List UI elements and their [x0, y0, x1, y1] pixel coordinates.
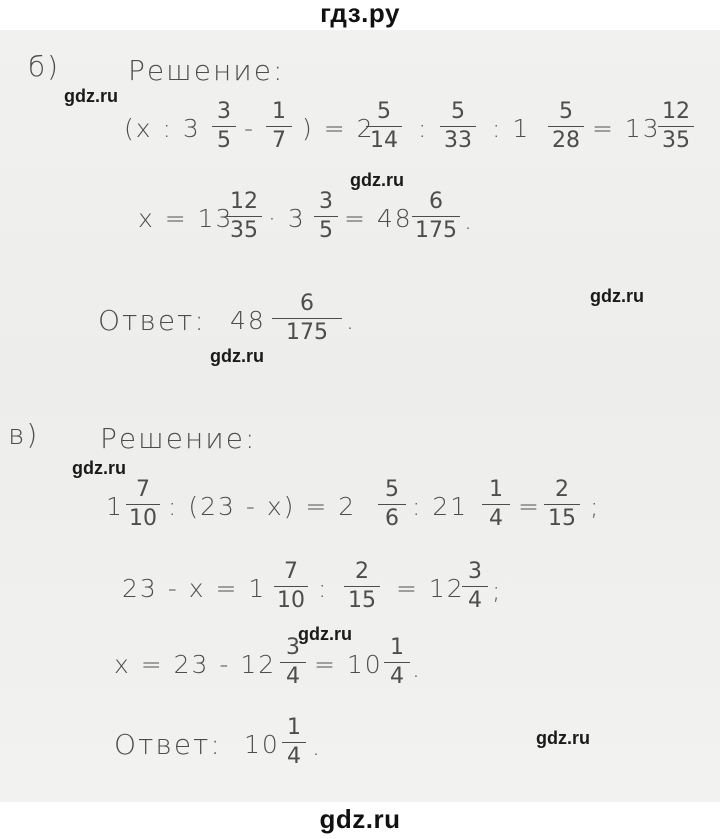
watermark: gdz.ru — [210, 346, 264, 366]
v-answer-whole: 10 — [244, 730, 280, 759]
numerator: 12 — [230, 189, 258, 214]
numerator: 5 — [559, 99, 573, 124]
homework-sheet — [0, 30, 720, 802]
site-footer[interactable]: gdz.ru — [319, 804, 401, 834]
fraction-bar — [378, 504, 406, 505]
b-eq2-res: = 48 — [344, 204, 413, 233]
numerator: 5 — [377, 99, 391, 124]
fraction-bar — [266, 126, 292, 127]
b-eq2-dot: . — [464, 206, 474, 235]
fraction-bar — [126, 504, 160, 505]
fraction-bar — [272, 318, 342, 319]
denominator: 4 — [286, 664, 300, 689]
v-eq2-frac-7-10 — [274, 560, 308, 613]
denominator: 5 — [319, 218, 333, 243]
watermark: gdz.ru — [350, 170, 404, 190]
numerator: 3 — [286, 635, 300, 660]
denominator: 35 — [230, 218, 258, 243]
numerator: 1 — [272, 99, 286, 124]
v-eq1-frac-5-6 — [378, 478, 406, 531]
v-eq2-lhs: 23 - x = 1 — [122, 574, 267, 603]
b-eq1-div2: : 1 — [492, 114, 531, 143]
fraction-bar — [344, 586, 380, 587]
denominator: 6 — [385, 506, 399, 531]
numerator: 1 — [287, 715, 301, 740]
numerator: 1 — [489, 477, 503, 502]
b-eq1-rhs: ) = 2 — [302, 114, 375, 143]
numerator: 2 — [555, 477, 569, 502]
part-b-heading: Решение: — [128, 54, 285, 87]
b-answer-label: Ответ: — [98, 304, 206, 337]
b-eq2-mul: · 3 — [268, 204, 306, 233]
b-answer-whole: 48 — [230, 306, 266, 335]
b-eq2-frac-6-175 — [412, 190, 460, 243]
fraction-bar — [462, 586, 488, 587]
watermark: gdz.ru — [298, 624, 352, 644]
fraction-bar — [274, 586, 308, 587]
fraction-bar — [226, 216, 262, 217]
v-eq2-div: : — [318, 574, 329, 603]
v-eq3-frac-1-4 — [384, 636, 410, 689]
v-eq2-frac-2-15 — [344, 560, 380, 613]
numerator: 3 — [319, 189, 333, 214]
v-answer-frac-1-4 — [282, 716, 306, 769]
fraction-bar — [412, 216, 460, 217]
denominator: 10 — [277, 588, 305, 613]
part-v-label: в) — [8, 418, 40, 451]
fraction-bar — [440, 126, 476, 127]
fraction-bar — [482, 504, 510, 505]
b-eq1-frac-5-14 — [366, 100, 402, 153]
denominator: 4 — [468, 588, 482, 613]
b-eq1-lhs: (x : 3 — [124, 114, 201, 143]
denominator: 14 — [370, 128, 398, 153]
fraction-bar — [314, 216, 338, 217]
denominator: 7 — [272, 128, 286, 153]
denominator: 15 — [348, 588, 376, 613]
fraction-bar — [282, 742, 306, 743]
watermark: gdz.ru — [64, 86, 118, 106]
denominator: 4 — [390, 664, 404, 689]
v-eq3-lhs: x = 23 - 12 — [114, 650, 277, 679]
v-answer-dot: . — [312, 732, 322, 761]
v-eq1-eq: = — [518, 492, 541, 521]
watermark: gdz.ru — [72, 458, 126, 478]
fraction-bar — [212, 126, 236, 127]
denominator: 33 — [444, 128, 472, 153]
site-header[interactable]: гдз.ру — [320, 0, 400, 28]
denominator: 4 — [489, 506, 503, 531]
b-eq1-div1: : — [418, 114, 429, 143]
watermark: gdz.ru — [536, 728, 590, 748]
v-eq1-frac-2-15 — [544, 478, 580, 531]
b-eq1-frac-12-35 — [658, 100, 694, 153]
watermark: gdz.ru — [590, 286, 644, 306]
b-eq1-frac-5-28 — [548, 100, 584, 153]
denominator: 5 — [217, 128, 231, 153]
b-answer-frac-6-175 — [272, 292, 342, 345]
fraction-bar — [366, 126, 402, 127]
v-eq1-mid: : (23 - x) = 2 — [168, 492, 357, 521]
numerator: 6 — [429, 189, 443, 214]
fraction-bar — [280, 662, 306, 663]
denominator: 35 — [662, 128, 690, 153]
numerator: 6 — [300, 291, 314, 316]
fraction-bar — [548, 126, 584, 127]
denominator: 28 — [552, 128, 580, 153]
v-eq1-semi: ; — [590, 492, 601, 521]
b-eq2-frac-12-35 — [226, 190, 262, 243]
b-answer-dot: . — [346, 306, 356, 335]
denominator: 4 — [287, 744, 301, 769]
v-eq3-dot: . — [412, 654, 422, 683]
denominator: 175 — [286, 320, 328, 345]
denominator: 10 — [129, 506, 157, 531]
numerator: 12 — [662, 99, 690, 124]
part-v-heading: Решение: — [100, 422, 257, 455]
numerator: 7 — [284, 559, 298, 584]
numerator: 5 — [451, 99, 465, 124]
v-eq2-frac-3-4 — [462, 560, 488, 613]
v-eq1-div: : 21 — [412, 492, 469, 521]
v-eq2-res: = 12 — [396, 574, 465, 603]
b-eq1-eq13: = 13 — [592, 114, 661, 143]
v-answer-label: Ответ: — [114, 728, 222, 761]
part-b-label: б) — [28, 50, 61, 83]
b-eq1-minus: - — [244, 114, 256, 143]
fraction-bar — [384, 662, 410, 663]
b-eq2-lhs: x = 13 — [138, 204, 234, 233]
numerator: 5 — [385, 477, 399, 502]
b-eq1-frac-5-33 — [440, 100, 476, 153]
numerator: 1 — [390, 635, 404, 660]
numerator: 3 — [217, 99, 231, 124]
fraction-bar — [544, 504, 580, 505]
numerator: 2 — [355, 559, 369, 584]
fraction-bar — [658, 126, 694, 127]
v-eq1-frac-7-10 — [126, 478, 160, 531]
v-eq3-res: = 10 — [314, 650, 383, 679]
b-eq1-frac-1-7 — [266, 100, 292, 153]
b-eq2-frac-3-5 — [314, 190, 338, 243]
numerator: 3 — [468, 559, 482, 584]
denominator: 15 — [548, 506, 576, 531]
v-eq1-lead: 1 — [106, 492, 124, 521]
v-eq1-frac-1-4 — [482, 478, 510, 531]
denominator: 175 — [415, 218, 457, 243]
numerator: 7 — [136, 477, 150, 502]
b-eq1-frac-3-5 — [212, 100, 236, 153]
v-eq2-semi: ; — [492, 576, 503, 605]
